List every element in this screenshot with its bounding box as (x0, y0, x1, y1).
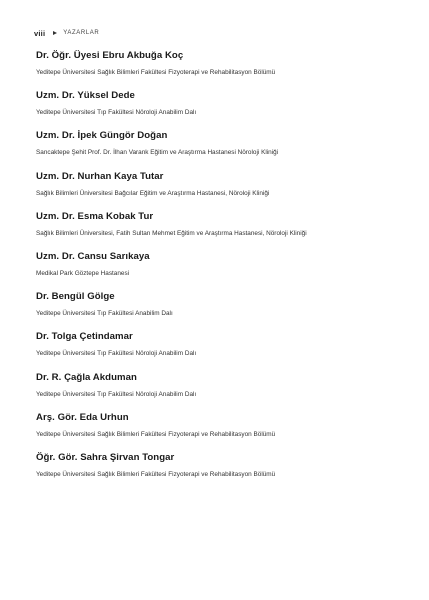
page-number: viii (34, 28, 46, 38)
author-entry (36, 90, 406, 130)
author-name: Dr. R. Çağla Akduman (36, 371, 137, 383)
author-entry (36, 251, 406, 291)
author-name: Dr. Tolga Çetindamar (36, 331, 133, 343)
triangle-right-icon (53, 31, 57, 35)
author-affiliation: Sağlık Bilimleri Üniversitesi Bağcılar Eğitim ve Araştırma Hastanesi, Nöroloji Kliniği (36, 189, 270, 197)
author-entry (36, 452, 406, 492)
author-entry (36, 331, 406, 371)
author-entry (36, 50, 406, 90)
author-list (36, 50, 406, 492)
author-entry (36, 412, 406, 452)
author-name: Uzm. Dr. Esma Kobak Tur (36, 210, 154, 222)
author-affiliation: Yeditepe Üniversitesi Sağlık Bilimleri Fakültesi Fizyoterapi ve Rehabilitasyon Bölümü (36, 470, 276, 478)
section-label: YAZARLAR (63, 30, 100, 36)
author-name: Uzm. Dr. Cansu Sarıkaya (36, 250, 150, 262)
author-entry (36, 372, 406, 412)
author-name: Arş. Gör. Eda Urhun (36, 411, 129, 423)
author-name: Dr. Bengül Gölge (36, 291, 115, 303)
author-name: Dr. Öğr. Üyesi Ebru Akbuğa Koç (36, 50, 184, 61)
author-entry (36, 171, 406, 211)
author-affiliation: Yeditepe Üniversitesi Tıp Fakültesi Nöroloji Anabilim Dalı (36, 109, 197, 117)
author-affiliation: Yeditepe Üniversitesi Tıp Fakültesi Nöroloji Anabilim Dalı (36, 390, 197, 398)
page-header (34, 28, 99, 38)
author-name: Uzm. Dr. Yüksel Dede (36, 90, 135, 102)
author-entry (36, 130, 406, 170)
author-affiliation: Sağlık Bilimleri Üniversitesi, Fatih Sultan Mehmet Eğitim ve Araştırma Hastanesi, Nöroloji Kliniği (36, 229, 307, 237)
author-affiliation: Yeditepe Üniversitesi Tıp Fakültesi Anabilim Dalı (36, 310, 173, 318)
author-affiliation: Yeditepe Üniversitesi Tıp Fakültesi Nöroloji Anabilim Dalı (36, 350, 197, 358)
author-affiliation: Yeditepe Üniversitesi Sağlık Bilimleri Fakültesi Fizyoterapi ve Rehabilitasyon Bölümü (36, 430, 276, 438)
author-name: Uzm. Dr. İpek Güngör Doğan (36, 130, 168, 142)
author-entry (36, 291, 406, 331)
author-entry (36, 211, 406, 251)
author-name: Öğr. Gör. Sahra Şirvan Tongar (36, 451, 175, 463)
author-name: Uzm. Dr. Nurhan Kaya Tutar (36, 170, 164, 182)
author-affiliation: Sancaktepe Şehit Prof. Dr. İlhan Varank Eğitim ve Araştırma Hastanesi Nöroloji Kliniği (36, 149, 279, 157)
author-affiliation: Yeditepe Üniversitesi Sağlık Bilimleri Fakültesi Fizyoterapi ve Rehabilitasyon Bölümü (36, 69, 276, 76)
author-affiliation: Medikal Park Göztepe Hastanesi (36, 269, 130, 277)
